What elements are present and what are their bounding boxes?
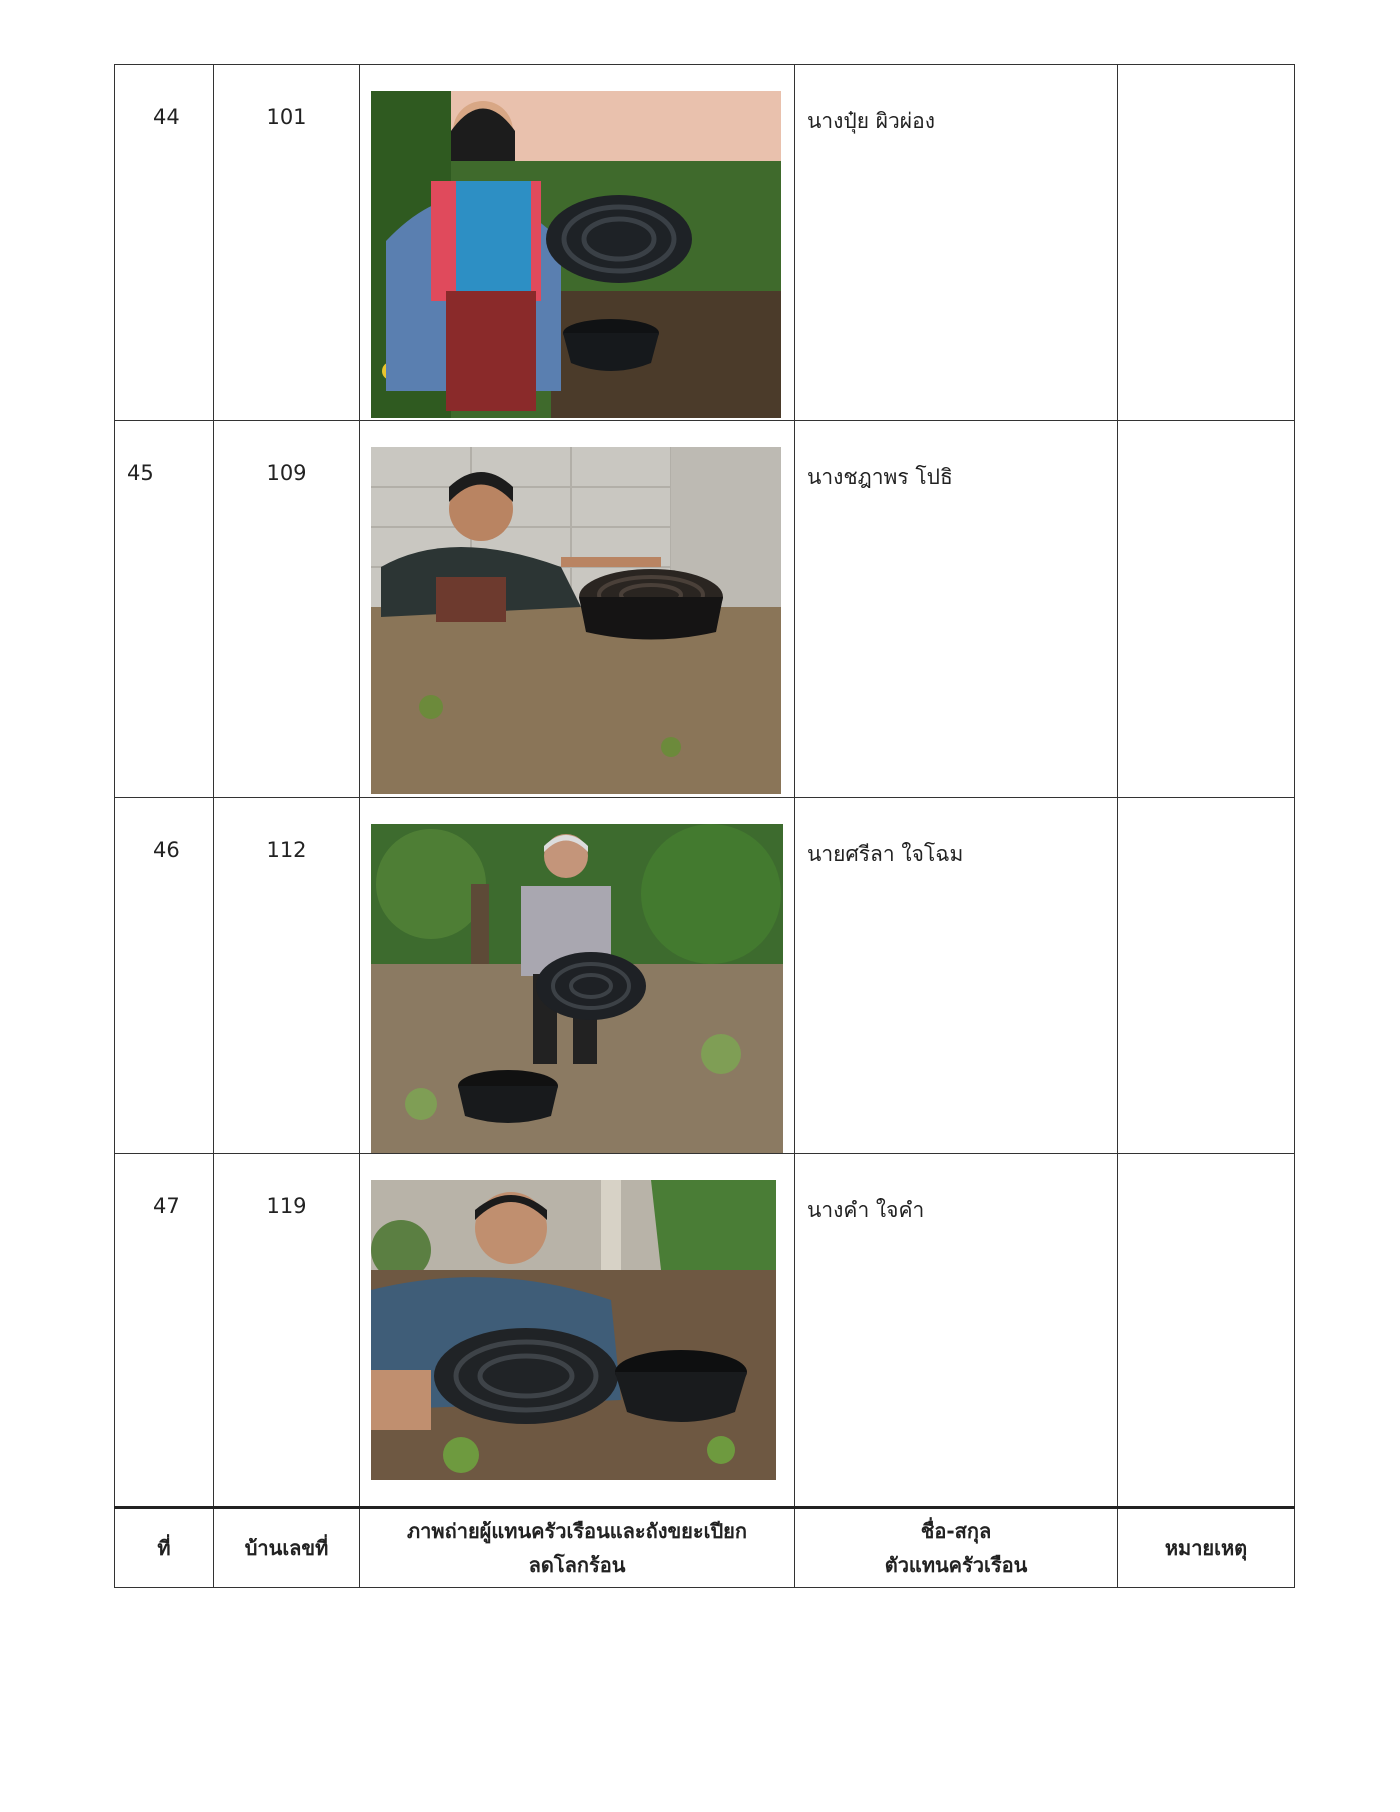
table-row [115, 1154, 1295, 1508]
header-photo-line2: ลดโลกร้อน [528, 1553, 626, 1577]
header-photo [360, 1508, 795, 1588]
table-row [115, 421, 1295, 798]
header-no: ที่ [115, 1508, 214, 1588]
household-photo [371, 447, 781, 794]
note-cell [1118, 65, 1295, 421]
household-name: นางชฎาพร โปธิ [807, 465, 953, 489]
household-name: นางปุ๋ย ผิวผ่อง [807, 109, 935, 133]
note-cell [1118, 421, 1295, 798]
note-cell [1118, 798, 1295, 1154]
header-note: หมายเหตุ [1118, 1508, 1295, 1588]
household-photo [371, 1180, 776, 1480]
table-row [115, 65, 1295, 421]
row-number: 45 [127, 461, 154, 485]
header-name [795, 1508, 1118, 1588]
table-row [115, 798, 1295, 1154]
table-header-row [115, 1508, 1295, 1588]
row-number: 46 [153, 838, 180, 862]
house-number: 109 [266, 461, 307, 485]
household-photo [371, 824, 783, 1153]
header-name-line2: ตัวแทนครัวเรือน [884, 1553, 1028, 1577]
row-number: 44 [153, 105, 180, 129]
household-name: นายศรีลา ใจโฉม [807, 842, 964, 866]
house-number: 112 [266, 838, 307, 862]
header-house: บ้านเลขที่ [214, 1508, 360, 1588]
row-number: 47 [153, 1194, 180, 1218]
house-number: 101 [266, 105, 307, 129]
note-cell [1118, 1154, 1295, 1508]
household-photo [371, 91, 781, 418]
household-name: นางคำ ใจคำ [807, 1198, 925, 1222]
header-name-line1: ชื่อ-สกุล [920, 1519, 992, 1543]
header-photo-line1: ภาพถ่ายผู้แทนครัวเรือนและถังขยะเปียก [407, 1519, 747, 1543]
house-number: 119 [266, 1194, 307, 1218]
household-table [114, 64, 1295, 1588]
